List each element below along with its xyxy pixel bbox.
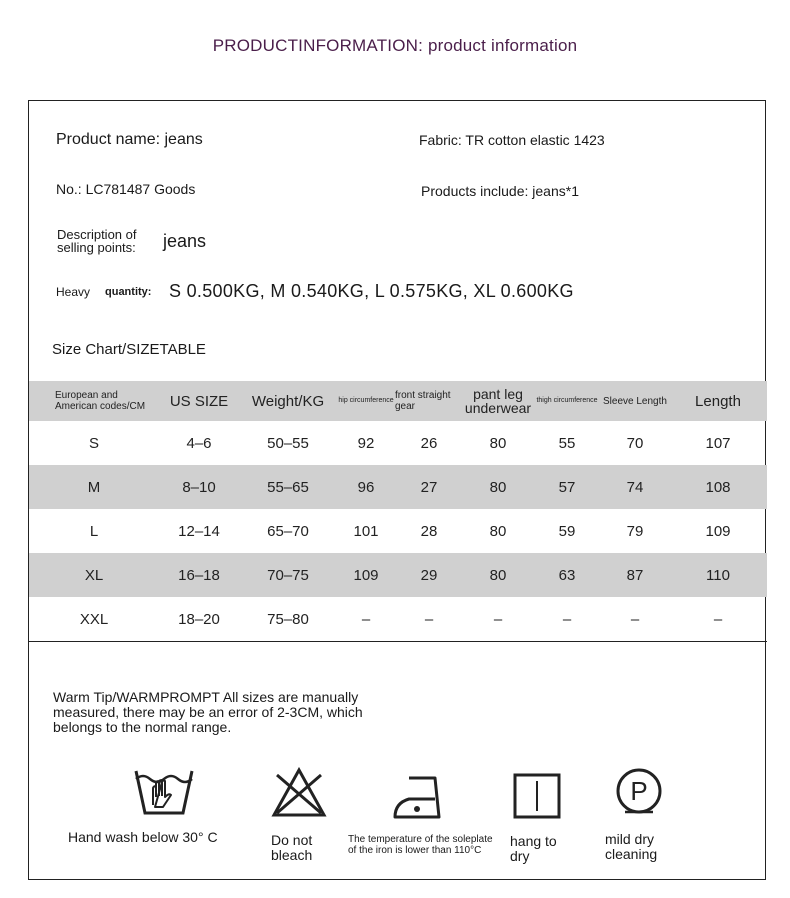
- table-cell: 59: [558, 522, 576, 540]
- col-header-pant-leg: pant leg underwear: [463, 381, 533, 421]
- care-label-hand-wash: Hand wash below 30° C: [68, 829, 218, 845]
- care-label-dry-cleaning: mild dry cleaning: [605, 831, 658, 862]
- size-table: [29, 381, 767, 642]
- warm-tip: Warm Tip/WARMPROMPT All sizes are manually measured, there may be an error of 2-3CM, which belongs to the normal range.: [53, 689, 363, 735]
- table-cell: 107: [705, 434, 731, 452]
- table-cell: 108: [669, 465, 767, 509]
- products-include: Products include: jeans*1: [421, 183, 579, 199]
- svg-text:P: P: [630, 776, 648, 806]
- hand-wash-icon: [133, 767, 195, 819]
- product-name: Product name: jeans: [56, 131, 203, 148]
- heavy-label: Heavy: [56, 285, 91, 299]
- fabric-info: Fabric: TR cotton elastic 1423: [419, 132, 605, 148]
- table-row: [29, 421, 767, 465]
- description-value: jeans: [163, 231, 207, 251]
- care-label-bleach: Do not bleach: [271, 832, 313, 863]
- hang-to-dry-icon: [513, 773, 561, 819]
- table-cell: 26: [420, 434, 438, 452]
- table-cell: 55–65: [239, 465, 337, 509]
- table-cell: L: [89, 522, 99, 540]
- table-cell: 57: [533, 465, 601, 509]
- table-cell: S: [88, 434, 99, 452]
- table-cell: 80: [489, 434, 507, 452]
- table-cell: 63: [533, 553, 601, 597]
- table-cell: 28: [420, 522, 438, 540]
- table-cell: 4–6: [186, 434, 212, 452]
- table-cell: 109: [705, 522, 731, 540]
- product-number: No.: LC781487 Goods: [56, 181, 196, 197]
- table-cell: 109: [337, 553, 395, 597]
- mild-dry-cleaning-icon: [615, 767, 663, 815]
- table-row: [29, 509, 767, 553]
- table-cell: 74: [601, 465, 669, 509]
- table-header-row: [29, 381, 767, 421]
- table-row: [29, 597, 767, 642]
- care-label-hang-dry: hang to dry: [510, 833, 557, 864]
- table-cell: –: [463, 597, 533, 642]
- weights-by-size: S 0.500KG, M 0.540KG, L 0.575KG, XL 0.600KG: [169, 281, 574, 301]
- table-cell: –: [601, 597, 669, 642]
- table-cell: 12–14: [178, 522, 220, 540]
- col-header-sleeve: Sleeve Length: [601, 381, 669, 421]
- table-cell: 65–70: [267, 522, 309, 540]
- iron-icon: [391, 773, 453, 821]
- product-info-frame: [28, 100, 766, 880]
- table-cell: –: [669, 597, 767, 642]
- col-header-length: Length: [669, 381, 767, 421]
- quantity-label: quantity:: [105, 286, 152, 298]
- table-cell: 29: [395, 553, 463, 597]
- table-cell: 16–18: [159, 553, 239, 597]
- col-header-hip: hip circumference: [337, 381, 395, 421]
- table-row: [29, 465, 767, 509]
- table-cell: 70: [626, 434, 644, 452]
- description-label: Description of selling points:: [57, 227, 137, 255]
- page-title: PRODUCTINFORMATION: product information: [212, 36, 578, 55]
- table-cell: 96: [337, 465, 395, 509]
- table-cell: 75–80: [239, 597, 337, 642]
- table-cell: 55: [558, 434, 576, 452]
- table-cell: –: [533, 597, 601, 642]
- table-cell: 8–10: [159, 465, 239, 509]
- table-cell: 27: [395, 465, 463, 509]
- care-label-iron: The temperature of the soleplate of the iron is lower than 110°C: [348, 834, 493, 856]
- table-cell: 80: [463, 465, 533, 509]
- table-cell: 87: [601, 553, 669, 597]
- col-header-front-gear: front straight gear: [395, 381, 463, 421]
- table-cell: 101: [353, 522, 379, 540]
- table-cell: 110: [669, 553, 767, 597]
- table-cell: –: [337, 597, 395, 642]
- col-header-thigh: thigh circumference: [533, 381, 601, 421]
- table-cell: 79: [626, 522, 644, 540]
- table-cell: M: [29, 465, 159, 509]
- table-row: [29, 553, 767, 597]
- do-not-bleach-icon: [271, 767, 327, 819]
- table-cell: XXL: [29, 597, 159, 642]
- size-chart-title: Size Chart/SIZETABLE: [52, 341, 206, 358]
- table-cell: –: [395, 597, 463, 642]
- col-header-weight: Weight/KG: [239, 381, 337, 421]
- col-header-codes: European and American codes/CM: [29, 381, 159, 421]
- table-cell: 50–55: [267, 434, 309, 452]
- table-cell: 70–75: [239, 553, 337, 597]
- table-cell: 80: [463, 553, 533, 597]
- table-cell: 80: [489, 522, 507, 540]
- table-cell: 18–20: [159, 597, 239, 642]
- table-cell: 92: [357, 434, 375, 452]
- col-header-us-size: US SIZE: [159, 381, 239, 421]
- table-cell: XL: [29, 553, 159, 597]
